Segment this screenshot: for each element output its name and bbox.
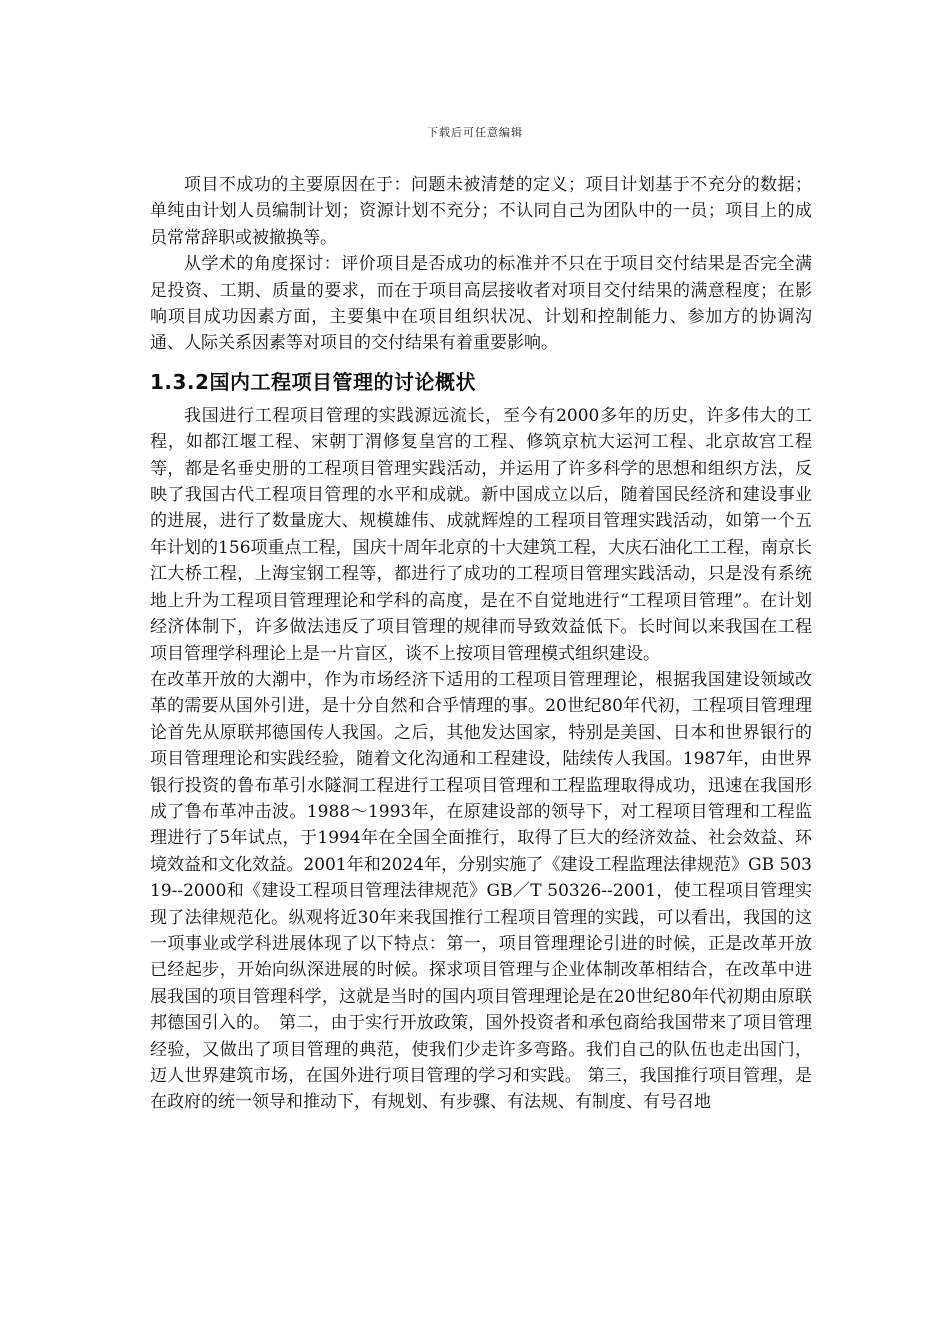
section-heading: 1.3.2国内工程项目管理的讨论概状	[150, 369, 476, 394]
paragraph-reform: 在改革开放的大潮中，作为市场经济下适用的工程项目管理理论，根据我国建设领域改革的需要从国外引进，是十分自然和合乎情理的事。20世纪80年代初，工程项目管理理论首先从原联邦德国传人我国。之后，其他发达国家，特别是美国、日本和世界银行的项目管理理论和实践经验，随着文化沟通和工程建设，陆续传人我国。1987年，由世界银行投资的鲁布革引水隧洞工程进行工程项目管理和工程监理取得成功，迅速在我国形成了鲁布革冲击波。1988～1993年，在原建设部的领导下，对工程项目管理和工程监理进行了5年试点，于1994年在全国全面推行，取得了巨大的经济效益、社会效益、环境效益和文化效益。2001年和2024年，分别实施了《建设工程监理法律规范》GB 50319--2000和《建设工程项目管理法律规范》GB／T 50326--2001，使工程项目管理实现了法律规范化。纵观将近30年来我国推行工程项目管理的实践，可以看出，我国的这一项事业或学科进展体现了以下特点：第一，项目管理理论引进的时候，正是改革开放已经起步，开始向纵深进展的时候。探求项目管理与企业体制改革相结合，在改革中进展我国的项目管理科学，这就是当时的国内项目管理理论是在20世纪80年代初期由原联邦德国引入的。 第二，由于实行开放政策，国外投资者和承包商给我国带来了项目管理经验，又做出了项目管理的典范，使我们少走许多弯路。我们自己的队伍也走出国门，迈人世界建筑市场，在国外进行项目管理的学习和实践。 第三，我国推行项目管理，是在政府的统一领导和推动下，有规划、有步骤、有法规、有制度、有号召地	[150, 669, 812, 1113]
paragraph-academic-view: 从学术的角度探讨：评价项目是否成功的标准并不只在于项目交付结果是否完全满足投资、工期、质量的要求，而在于项目高层接收者对项目交付结果的满意程度；在影响项目成功因素方面，主要集中在项目组织状况、计划和控制能力、参加方的协调沟通、人际关系因素等对项目的交付结果有着重要影响。	[150, 254, 812, 354]
document-body	[150, 172, 812, 1116]
page-header-note: 下载后可任意编辑	[427, 126, 523, 139]
paragraph-history: 我国进行工程项目管理的实践源远流长，至今有2000多年的历史，许多伟大的工程，如都江堰工程、宋朝丁渭修复皇宫的工程、修筑京杭大运河工程、北京故宫工程等，都是名垂史册的工程项目管理实践活动，并运用了许多科学的思想和组织方法，反映了我国古代工程项目管理的水平和成就。新中国成立以后，随着国民经济和建设事业的进展，进行了数量庞大、规模雄伟、成就辉煌的工程项目管理实践活动，如第一个五年计划的156项重点工程，国庆十周年北京的十大建筑工程，大庆石油化工工程，南京长江大桥工程，上海宝钢工程等，都进行了成功的工程项目管理实践活动，只是没有系统地上升为工程项目管理理论和学科的高度，是在不自觉地进行“工程项目管理”。在计划经济体制下，许多做法违反了项目管理的规律而导致效益低下。长时间以来我国在工程项目管理学科理论上是一片盲区，谈不上按项目管理模式组织建设。	[150, 405, 812, 664]
paragraph-failure-reasons: 项目不成功的主要原因在于：问题未被清楚的定义；项目计划基于不充分的数据；单纯由计划人员编制计划；资源计划不充分；不认同自己为团队中的一员；项目上的成员常常辞职或被撤换等。	[150, 175, 812, 248]
